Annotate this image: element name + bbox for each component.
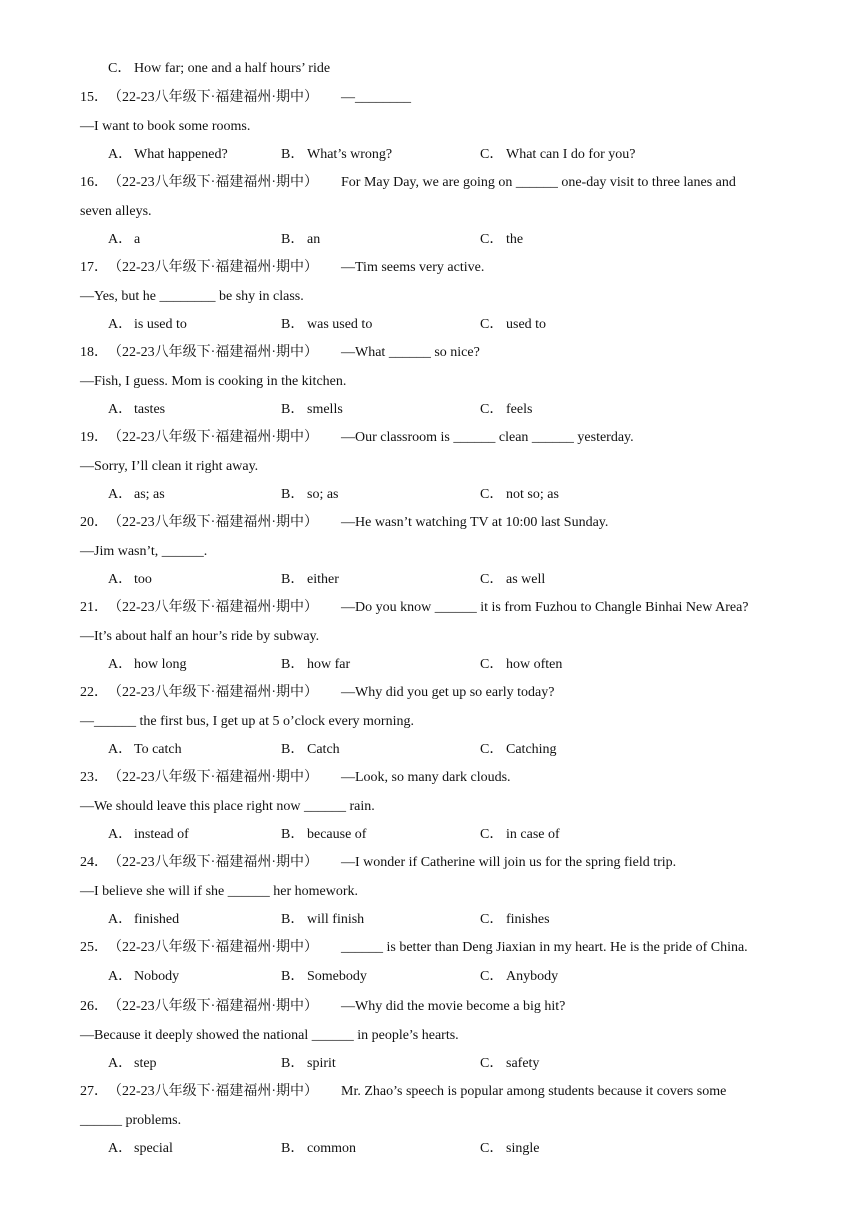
- question-number: 16．: [80, 175, 108, 190]
- question-stem: —He wasn’t watching TV at 10:00 last Sunday.: [341, 515, 609, 530]
- option-letter: A．: [108, 232, 133, 247]
- option-text: is used to: [134, 317, 187, 332]
- option-letter: B．: [281, 147, 305, 162]
- option-text: Catch: [307, 742, 340, 757]
- option-text: Catching: [506, 742, 557, 757]
- option-text: safety: [506, 1056, 540, 1071]
- question-source: （22-23八年级下·福建福州·期中）: [108, 515, 318, 530]
- option-text: either: [307, 572, 339, 587]
- option-text: tastes: [134, 402, 166, 417]
- question-source: （22-23八年级下·福建福州·期中）: [108, 1084, 318, 1099]
- question-stem: —Tim seems very active.: [341, 260, 485, 275]
- option-letter: C．: [480, 1056, 504, 1071]
- option-text: single: [506, 1141, 540, 1156]
- option-letter: B．: [281, 317, 305, 332]
- question-stem: —I want to book some rooms.: [80, 118, 251, 134]
- question-source: （22-23八年级下·福建福州·期中）: [108, 90, 318, 105]
- option-letter: C．: [480, 317, 504, 332]
- option-text: the: [506, 232, 524, 247]
- question-stem: For May Day, we are going on ______ one-day visit to three lanes and: [341, 175, 736, 190]
- option-letter: A．: [108, 827, 133, 842]
- option-text: instead of: [134, 827, 189, 842]
- question-source: （22-23八年级下·福建福州·期中）: [108, 260, 318, 275]
- question-stem: —______ the first bus, I get up at 5 o’clock every morning.: [80, 713, 414, 729]
- question-stem: seven alleys.: [80, 203, 152, 219]
- option-letter: B．: [281, 232, 305, 247]
- option-letter: C．: [480, 657, 504, 672]
- question-number: 23．: [80, 770, 108, 785]
- question-number: 22．: [80, 685, 108, 700]
- question-source: （22-23八年级下·福建福州·期中）: [108, 685, 318, 700]
- option-text: What happened?: [134, 147, 228, 162]
- option-letter: A．: [108, 487, 133, 502]
- option-letter: C．: [480, 827, 504, 842]
- option-text: because of: [307, 827, 367, 842]
- option-text: too: [134, 572, 152, 587]
- option-text: feels: [506, 402, 533, 417]
- question-source: （22-23八年级下·福建福州·期中）: [108, 940, 318, 955]
- question-number: 24．: [80, 855, 108, 870]
- question-source: （22-23八年级下·福建福州·期中）: [108, 999, 318, 1014]
- option-text: smells: [307, 402, 343, 417]
- question-stem: —Look, so many dark clouds.: [341, 770, 511, 785]
- option-text: will finish: [307, 912, 365, 927]
- option-text: step: [134, 1056, 157, 1071]
- question-number: 18．: [80, 345, 108, 360]
- option-letter: B．: [281, 657, 305, 672]
- option-text: finished: [134, 912, 180, 927]
- option-letter: A．: [108, 912, 133, 927]
- option-text: common: [307, 1141, 356, 1156]
- option-letter: A．: [108, 572, 133, 587]
- question-stem: —Yes, but he ________ be shy in class.: [80, 288, 304, 304]
- option-text: an: [307, 232, 321, 247]
- option-letter: B．: [281, 968, 305, 984]
- option-text: How far; one and a half hours’ ride: [134, 61, 331, 76]
- option-letter: A．: [108, 1056, 133, 1071]
- question-source: （22-23八年级下·福建福州·期中）: [108, 175, 318, 190]
- option-letter: C．: [480, 147, 504, 162]
- option-letter: C．: [480, 1141, 504, 1156]
- option-letter: C．: [480, 968, 504, 984]
- option-letter: B．: [281, 402, 305, 417]
- option-letter: C．: [480, 487, 504, 502]
- option-text: as; as: [134, 487, 165, 502]
- question-stem: ______ problems.: [80, 1112, 182, 1128]
- option-letter: A．: [108, 402, 133, 417]
- question-number: 27．: [80, 1084, 108, 1099]
- question-stem: —Our classroom is ______ clean ______ yesterday.: [341, 430, 634, 445]
- question-stem: ______ is better than Deng Jiaxian in my heart. He is the pride of China.: [341, 940, 748, 955]
- question-stem: —Why did you get up so early today?: [341, 685, 555, 700]
- option-letter: A．: [108, 147, 133, 162]
- option-letter: B．: [281, 487, 305, 502]
- option-text: how long: [134, 657, 187, 672]
- question-stem: —What ______ so nice?: [341, 345, 480, 360]
- option-letter: C．: [480, 742, 504, 757]
- option-letter: C．: [480, 232, 504, 247]
- option-text: in case of: [506, 827, 560, 842]
- question-stem: —Because it deeply showed the national ______ in people’s hearts.: [80, 1027, 459, 1043]
- option-text: Somebody: [307, 968, 367, 984]
- option-text: how far: [307, 657, 351, 672]
- question-stem: —________: [341, 90, 411, 105]
- option-letter: C．: [480, 912, 504, 927]
- option-text: Nobody: [134, 968, 180, 984]
- option-text: What’s wrong?: [307, 147, 393, 162]
- question-number: 19．: [80, 430, 108, 445]
- question-source: （22-23八年级下·福建福州·期中）: [108, 770, 318, 785]
- question-stem: Mr. Zhao’s speech is popular among students because it covers some: [341, 1084, 727, 1099]
- option-text: special: [134, 1141, 173, 1156]
- question-source: （22-23八年级下·福建福州·期中）: [108, 430, 318, 445]
- option-letter: B．: [281, 1056, 305, 1071]
- question-source: （22-23八年级下·福建福州·期中）: [108, 345, 318, 360]
- option-text: as well: [506, 572, 546, 587]
- option-letter: B．: [281, 1141, 305, 1156]
- option-letter: A．: [108, 742, 133, 757]
- question-stem: —Fish, I guess. Mom is cooking in the kitchen.: [80, 373, 347, 389]
- option-letter: C．: [480, 402, 504, 417]
- option-letter: A．: [108, 317, 133, 332]
- option-letter: B．: [281, 742, 305, 757]
- question-stem: —I wonder if Catherine will join us for the spring field trip.: [341, 855, 677, 870]
- option-text: not so; as: [506, 487, 559, 502]
- option-text: finishes: [506, 912, 550, 927]
- question-source: （22-23八年级下·福建福州·期中）: [108, 600, 318, 615]
- question-number: 15．: [80, 90, 108, 105]
- question-stem: —Jim wasn’t, ______.: [80, 543, 208, 559]
- question-stem: —Do you know ______ it is from Fuzhou to Changle Binhai New Area?: [341, 600, 749, 615]
- question-number: 25．: [80, 940, 108, 955]
- option-text: To catch: [134, 742, 182, 757]
- option-text: What can I do for you?: [506, 147, 636, 162]
- question-source: （22-23八年级下·福建福州·期中）: [108, 855, 318, 870]
- option-letter: B．: [281, 572, 305, 587]
- option-letter: B．: [281, 912, 305, 927]
- question-stem: —It’s about half an hour’s ride by subway.: [80, 628, 320, 644]
- option-letter: A．: [108, 968, 133, 984]
- option-text: a: [134, 232, 141, 247]
- question-stem: —Sorry, I’ll clean it right away.: [80, 458, 259, 474]
- question-number: 20．: [80, 515, 108, 530]
- option-text: was used to: [307, 317, 373, 332]
- option-letter: A．: [108, 657, 133, 672]
- question-stem: —We should leave this place right now ______ rain.: [80, 798, 375, 814]
- question-stem: —Why did the movie become a big hit?: [341, 999, 566, 1014]
- option-text: so; as: [307, 487, 339, 502]
- question-number: 26．: [80, 999, 108, 1014]
- option-letter: A．: [108, 1141, 133, 1156]
- question-stem: —I believe she will if she ______ her homework.: [80, 883, 358, 899]
- option-letter: C．: [108, 61, 132, 76]
- option-text: Anybody: [506, 968, 559, 984]
- option-text: used to: [506, 317, 547, 332]
- option-letter: B．: [281, 827, 305, 842]
- option-letter: C．: [480, 572, 504, 587]
- option-text: spirit: [307, 1056, 336, 1071]
- question-number: 21．: [80, 600, 108, 615]
- option-text: how often: [506, 657, 563, 672]
- question-number: 17．: [80, 260, 108, 275]
